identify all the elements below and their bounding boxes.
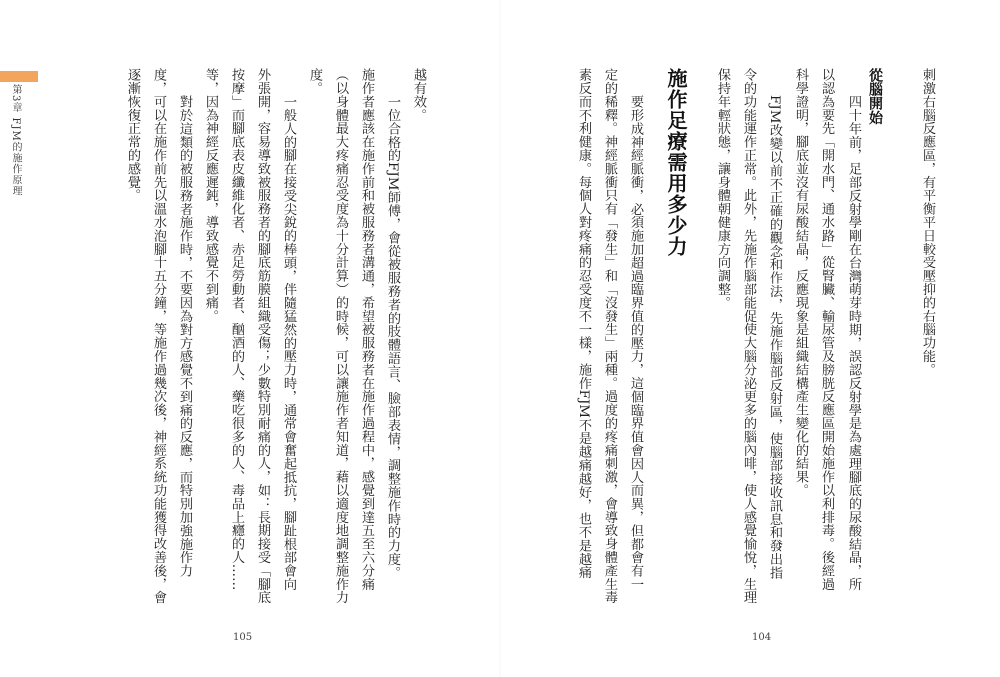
- text-column: 四十年前，足部反射學剛在台灣萌芽時期，誤認反射學是為處理腳底的尿酸結晶，所: [846, 95, 861, 591]
- text-column: 對於這類的被服務者施作時，不要因為對方感覺不到痛的反應，而特別加強施作力: [177, 95, 192, 578]
- text-column: 逐漸恢復正常的感覺。: [125, 68, 140, 202]
- gutter: [499, 0, 501, 677]
- page-number: 104: [752, 632, 772, 643]
- text-column: FJM改變以前不正確的觀念和作法，先施作腦部反射區，使腦部接收訊息和發出指: [767, 95, 782, 580]
- text-column: 刺激右腦反應區，有平衡平日較受壓抑的右腦功能。: [920, 68, 935, 377]
- section-heading: 施作足療需用多少力: [664, 68, 688, 257]
- text-column: （以身體最大疼痛忍受度為十分計算）的時候，可以讓施作者知道，藉以適度地調整施作力: [333, 68, 348, 604]
- text-column: 度。: [307, 68, 322, 95]
- running-header: 第3章 FJM的施作原理: [10, 84, 21, 197]
- text-column: 科學證明，腳底並沒有尿酸結晶，反應現象是組織結構產生變化的結果。: [793, 68, 808, 497]
- text-column: 施作者應該在施作前和被服務者溝通，希望被服務者在施作過程中，感覺到達五至六分痛: [359, 68, 374, 591]
- text-column: 按摩」而腳底表皮纖維化者、赤足勞動者、酗酒的人、藥吃很多的人、毒品上癮的人……: [229, 68, 244, 591]
- chapter-tab-marker: [0, 71, 38, 82]
- section-heading: 從腦開始: [867, 68, 883, 125]
- text-column: 越有效。: [411, 68, 426, 122]
- text-column: 令的功能運作正常。此外，先施作腦部能促使大腦分泌更多的腦內啡，使人感覺愉悅，生理: [741, 68, 756, 604]
- text-column: 一位合格的FJM師傅，會從被服務者的肢體語言、臉部表情，調整施作時的力度。: [385, 95, 400, 580]
- text-column: 等，因為神經反應遲鈍，導致感覺不到痛。: [203, 68, 218, 323]
- text-column: 定的稀釋。神經脈衝只有「發生」和「沒發生」兩種。過度的疼痛刺激，會導致身體產生毒: [602, 68, 617, 604]
- text-column: 度，可以在施作前先以溫水泡腳十五分鐘，等施作過幾次後，神經系統功能獲得改善後，會: [151, 68, 166, 604]
- text-column: 保持年輕狀態，讓身體朝健康方向調整。: [715, 68, 730, 310]
- text-column: 一般人的腳在接受尖銳的棒頭，伴隨猛然的壓力時，通常會奮起抵抗，腳趾根部會向: [281, 95, 296, 591]
- page-number: 105: [233, 632, 253, 643]
- text-column: 外張開，容易導致被服務者的腳底筋膜組織受傷；少數特別耐痛的人，如：長期接受「腳底: [255, 68, 270, 604]
- text-column: 素反而不利健康。每個人對疼痛的忍受度不一樣，施作FJM不是越痛越好，也不是越痛: [576, 68, 591, 579]
- text-column: 以認為要先「開水門、通水路」從腎臟、輸尿管及膀胱反應區開始施作以利排毒。後經過: [819, 68, 834, 591]
- text-column: 要形成神經脈衝，必須施加超過臨界值的壓力，這個臨界值會因人而異，但都會有一: [628, 95, 643, 591]
